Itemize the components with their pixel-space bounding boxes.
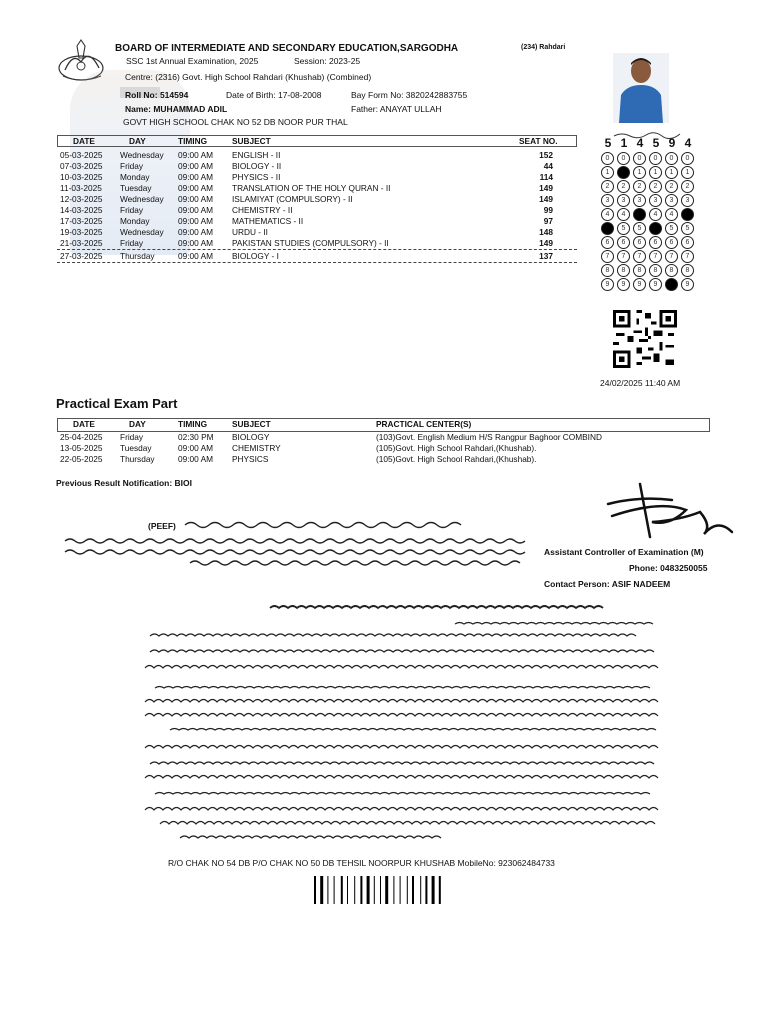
bubble: 9 xyxy=(681,278,694,291)
ph-timing: TIMING xyxy=(178,419,208,429)
bubble: 8 xyxy=(633,264,646,277)
urdu-text-line xyxy=(150,634,636,636)
institution: GOVT HIGH SCHOOL CHAK NO 52 DB NOOR PUR THAL xyxy=(123,117,348,127)
urdu-text-line xyxy=(145,746,658,749)
ph-subject: SUBJECT xyxy=(232,419,271,429)
bubble: 3 xyxy=(617,194,630,207)
bubble: 1 xyxy=(633,166,646,179)
bubble: 5 xyxy=(681,222,694,235)
bubble: 6 xyxy=(601,236,614,249)
urdu-text-line xyxy=(145,808,658,811)
barcode-bar xyxy=(380,876,381,904)
bubble: 0 xyxy=(601,152,614,165)
bubble: 0 xyxy=(665,152,678,165)
bubble: 8 xyxy=(601,264,614,277)
barcode-bar xyxy=(400,876,401,904)
table-row: 25-04-2025 Friday 02:30 PM BIOLOGY (103)Govt. English Medium H/S Rangpur Baghoor COMBIND xyxy=(60,432,602,442)
table-row: 12-03-2025 Wednesday 09:00 AM ISLAMIYAT (COMPULSORY) - II 149 xyxy=(60,194,553,204)
urdu-text-line xyxy=(170,729,656,731)
bubble: 7 xyxy=(617,250,630,263)
bubble: 8 xyxy=(649,264,662,277)
urdu-text-line xyxy=(270,606,603,608)
bubble: 3 xyxy=(633,194,646,207)
barcode-bar xyxy=(341,876,343,904)
theory-header-row xyxy=(57,136,577,147)
urdu-text-line xyxy=(145,776,658,779)
seat-digit-header: 1 xyxy=(620,136,628,150)
table-row: 10-03-2025 Monday 09:00 AM PHYSICS - II 114 xyxy=(60,172,553,182)
bubble: 9 xyxy=(601,278,614,291)
barcode-bar xyxy=(393,876,394,904)
issued-timestamp: 24/02/2025 11:40 AM xyxy=(600,378,681,388)
footer-address: R/O CHAK NO 54 DB P/O CHAK NO 50 DB TEHSIL NOORPUR KHUSHAB MobileNo: 923062484733 xyxy=(168,858,555,868)
th-date: DATE xyxy=(73,136,95,146)
bubble: 6 xyxy=(649,236,662,249)
th-subject: SUBJECT xyxy=(232,136,271,146)
bubble-filled xyxy=(601,222,614,235)
exam-title: SSC 1st Annual Examination, 2025 xyxy=(126,56,259,66)
bubble: 1 xyxy=(681,166,694,179)
urdu-instructions xyxy=(140,598,665,848)
urdu-text-line xyxy=(180,836,441,838)
urdu-text-line xyxy=(155,687,650,689)
barcode-bar xyxy=(425,876,427,904)
barcode-bar xyxy=(354,876,355,904)
bubble: 7 xyxy=(681,250,694,263)
barcode-bar xyxy=(334,876,335,904)
th-timing: TIMING xyxy=(178,136,208,146)
urdu-text-line xyxy=(150,762,654,764)
barcode-bar xyxy=(412,876,414,904)
bubble: 0 xyxy=(649,152,662,165)
urdu-text-line xyxy=(455,623,653,625)
session: Session: 2023-25 xyxy=(294,56,361,66)
controller-signature xyxy=(600,482,735,542)
table-row: 07-03-2025 Friday 09:00 AM BIOLOGY - II 44 xyxy=(60,161,553,171)
bubble: 8 xyxy=(681,264,694,277)
center-code: (234) Rahdari xyxy=(521,44,566,51)
barcode-bar xyxy=(347,876,348,904)
barcode-bar xyxy=(320,876,323,904)
th-seat: SEAT NO. xyxy=(519,136,558,146)
ph-day: DAY xyxy=(129,419,146,429)
bubble-filled xyxy=(633,208,646,221)
student-photo xyxy=(613,53,669,123)
bubble: 5 xyxy=(665,222,678,235)
bubble: 9 xyxy=(617,278,630,291)
father-name: Father: ANAYAT ULLAH xyxy=(351,104,442,114)
qr-code xyxy=(612,310,678,368)
bubble: 9 xyxy=(633,278,646,291)
roll-no: Roll No: 514594 xyxy=(125,90,189,100)
bubble: 6 xyxy=(665,236,678,249)
bubble: 3 xyxy=(665,194,678,207)
bubble: 6 xyxy=(681,236,694,249)
bubble: 1 xyxy=(665,166,678,179)
practical-section-title: Practical Exam Part xyxy=(56,396,178,411)
bubble: 3 xyxy=(601,194,614,207)
bubble: 0 xyxy=(617,152,630,165)
bubble: 9 xyxy=(649,278,662,291)
bubble: 8 xyxy=(665,264,678,277)
ph-date: DATE xyxy=(73,419,95,429)
urdu-text-line xyxy=(155,793,650,795)
seat-digit-header: 5 xyxy=(652,136,660,150)
barcode xyxy=(314,876,456,904)
bubble: 4 xyxy=(617,208,630,221)
seat-digit-header: 5 xyxy=(604,136,612,150)
bubble: 7 xyxy=(665,250,678,263)
table-row: 21-03-2025 Friday 09:00 AM PAKISTAN STUDIES (COMPULSORY) - II 149 xyxy=(57,238,577,250)
bubble: 7 xyxy=(633,250,646,263)
peef-label: (PEEF) xyxy=(148,521,176,531)
roll-number-bubble-sheet xyxy=(600,136,695,300)
bay-form-no: Bay Form No: 3820242883755 xyxy=(351,90,468,100)
table-row: 19-03-2025 Wednesday 09:00 AM URDU - II 148 xyxy=(60,227,553,237)
bubble-filled xyxy=(681,208,694,221)
bubble: 8 xyxy=(617,264,630,277)
table-row: 05-03-2025 Wednesday 09:00 AM ENGLISH - II 152 xyxy=(60,150,553,160)
urdu-text-line xyxy=(145,666,658,669)
barcode-bar xyxy=(385,876,388,904)
barcode-bar xyxy=(432,876,435,904)
bubble: 0 xyxy=(681,152,694,165)
previous-result-notification: Previous Result Notification: BIOI xyxy=(56,478,193,488)
bubble: 5 xyxy=(617,222,630,235)
bubble: 2 xyxy=(601,180,614,193)
barcode-bar xyxy=(374,876,375,904)
table-row: 22-05-2025 Thursday 09:00 AM PHYSICS (105)Govt. High School Rahdari,(Khushab). xyxy=(60,454,537,464)
bubble: 3 xyxy=(681,194,694,207)
bubble: 7 xyxy=(601,250,614,263)
bubble-filled xyxy=(617,166,630,179)
peef-urdu-notice xyxy=(60,515,535,570)
ph-center: PRACTICAL CENTER(S) xyxy=(376,419,472,429)
bubble-filled xyxy=(649,222,662,235)
board-title: BOARD OF INTERMEDIATE AND SECONDARY EDUCATION,SARGODHA xyxy=(115,43,459,54)
bubble: 0 xyxy=(633,152,646,165)
bubble: 2 xyxy=(617,180,630,193)
centre-info: Centre: (2316) Govt. High School Rahdari (Khushab) (Combined) xyxy=(125,72,372,82)
bubble: 4 xyxy=(665,208,678,221)
bubble: 6 xyxy=(617,236,630,249)
seat-digit-header: 4 xyxy=(636,136,644,150)
bubble: 5 xyxy=(633,222,646,235)
seat-digit-header: 4 xyxy=(684,136,692,150)
barcode-bar xyxy=(314,876,316,904)
controller-phone: Phone: 0483250055 xyxy=(629,563,708,573)
table-row: 27-03-2025 Thursday 09:00 AM BIOLOGY - I 137 xyxy=(57,251,577,263)
barcode-bar xyxy=(407,876,408,904)
barcode-bar xyxy=(360,876,362,904)
bubble: 1 xyxy=(601,166,614,179)
date-of-birth: Date of Birth: 17-08-2008 xyxy=(226,90,322,100)
urdu-text-line xyxy=(145,700,658,703)
bubble: 2 xyxy=(681,180,694,193)
table-row: 17-03-2025 Monday 09:00 AM MATHEMATICS - II 97 xyxy=(60,216,553,226)
bubble: 6 xyxy=(633,236,646,249)
urdu-text-line xyxy=(150,650,654,652)
bubble-filled xyxy=(665,278,678,291)
urdu-text-line xyxy=(145,714,658,717)
bubble: 4 xyxy=(601,208,614,221)
table-row: 14-03-2025 Friday 09:00 AM CHEMISTRY - II 99 xyxy=(60,205,553,215)
practical-header-row xyxy=(57,419,717,430)
controller-title: Assistant Controller of Examination (M) xyxy=(544,547,704,557)
table-row: 11-03-2025 Tuesday 09:00 AM TRANSLATION OF THE HOLY QURAN - II 149 xyxy=(60,183,553,193)
urdu-text-line xyxy=(160,822,655,825)
th-day: DAY xyxy=(129,136,146,146)
bubble: 7 xyxy=(649,250,662,263)
contact-person: Contact Person: ASIF NADEEM xyxy=(544,579,671,589)
bubble: 3 xyxy=(649,194,662,207)
bubble: 1 xyxy=(649,166,662,179)
student-name: Name: MUHAMMAD ADIL xyxy=(125,104,228,114)
table-row: 13-05-2025 Tuesday 09:00 AM CHEMISTRY (105)Govt. High School Rahdari,(Khushab). xyxy=(60,443,537,453)
bubble: 2 xyxy=(633,180,646,193)
photo-signature-scribble xyxy=(612,126,682,134)
bubble: 2 xyxy=(649,180,662,193)
barcode-bar xyxy=(367,876,370,904)
seat-digit-header: 9 xyxy=(668,136,676,150)
bubble: 2 xyxy=(665,180,678,193)
barcode-bar xyxy=(327,876,328,904)
barcode-bar xyxy=(420,876,421,904)
barcode-bar xyxy=(439,876,441,904)
bubble: 4 xyxy=(649,208,662,221)
